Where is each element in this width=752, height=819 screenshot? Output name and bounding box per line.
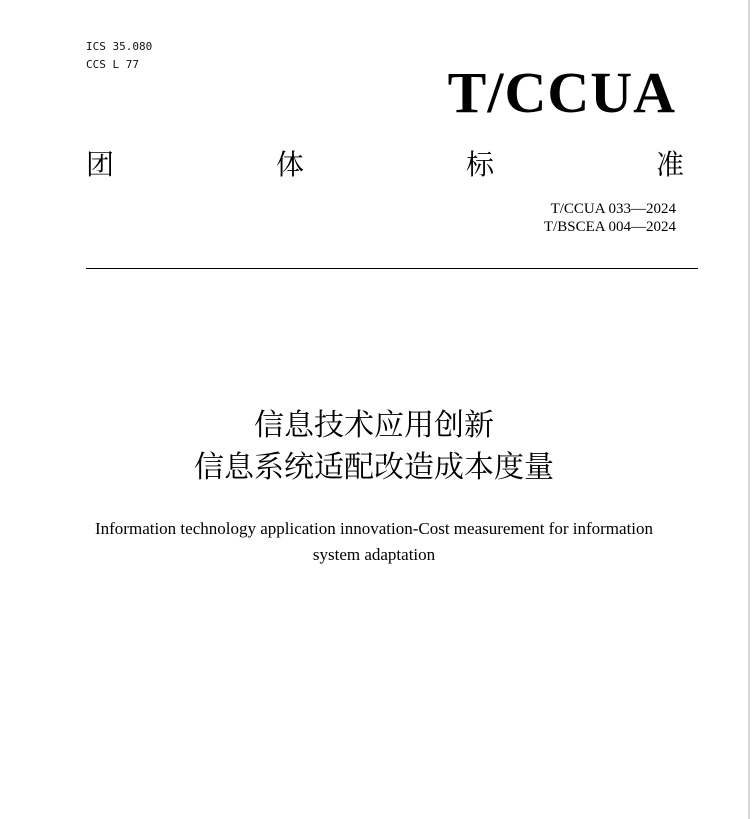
standard-numbers bbox=[544, 200, 676, 236]
standard-number-bscea: T/BSCEA 004—2024 bbox=[543, 219, 676, 235]
classification-codes bbox=[86, 38, 152, 74]
chinese-title-line: 信息系统适配改造成本度量 bbox=[194, 450, 554, 485]
english-title-line: system adaptation bbox=[312, 545, 436, 564]
chinese-title bbox=[0, 405, 748, 489]
ccs-code: CCS L 77 bbox=[86, 58, 139, 71]
english-title bbox=[40, 516, 708, 568]
standard-number-ccua: T/CCUA 033—2024 bbox=[550, 201, 676, 217]
chinese-title-line: 信息技术应用创新 bbox=[254, 408, 494, 443]
header-divider bbox=[86, 268, 698, 269]
standard-type-char: 团 bbox=[86, 148, 115, 181]
ics-code: ICS 35.080 bbox=[86, 40, 153, 53]
english-title-line: Information technology application innovation-Cost measurement for information bbox=[94, 519, 654, 538]
standard-type-char: 准 bbox=[655, 148, 684, 181]
standard-type-char: 标 bbox=[465, 148, 494, 181]
organization-code: T/CCUA bbox=[447, 60, 676, 125]
standard-type bbox=[86, 145, 684, 185]
standard-type-char: 体 bbox=[275, 148, 304, 181]
